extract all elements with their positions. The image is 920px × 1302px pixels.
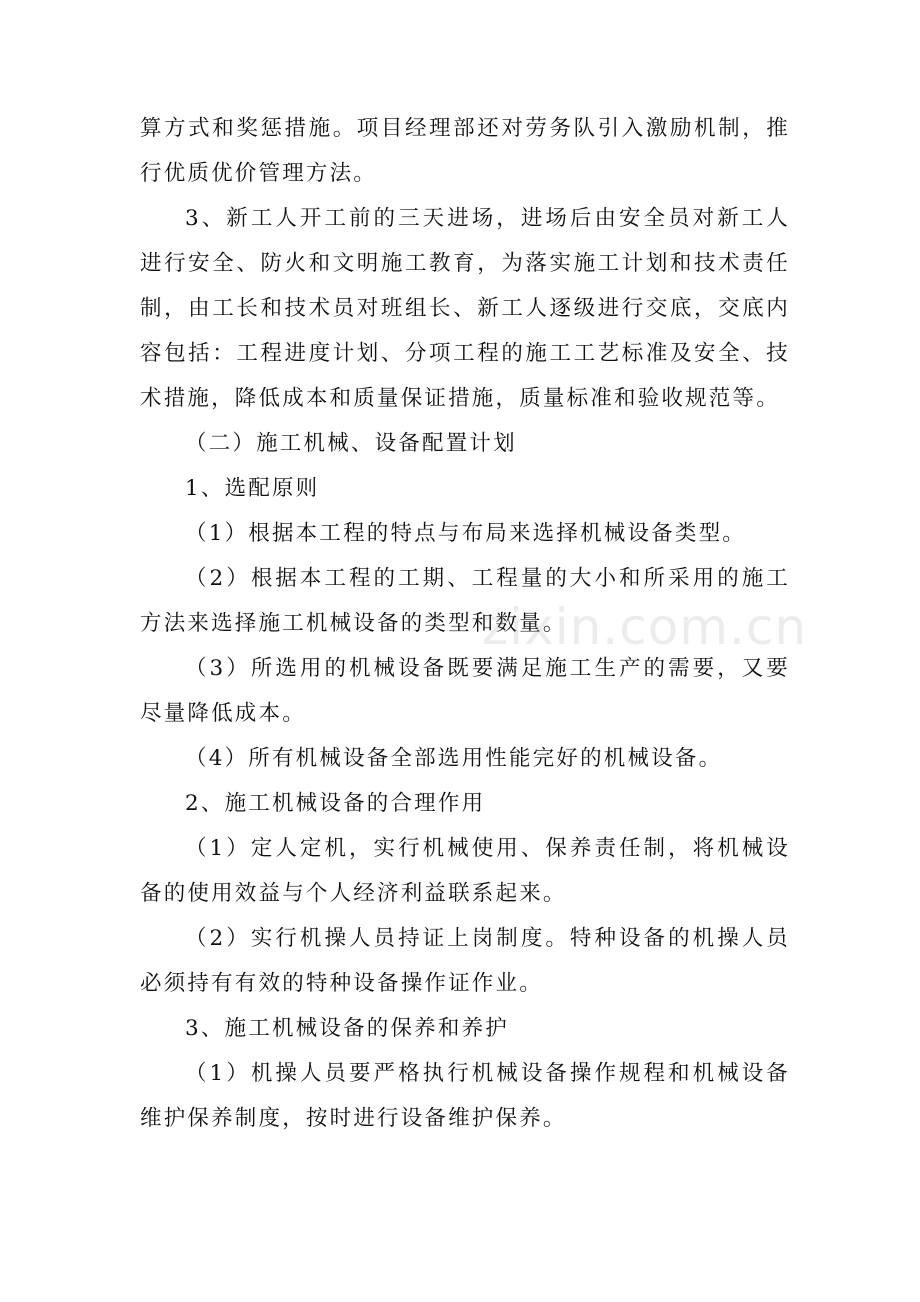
document-body <box>140 106 790 1141</box>
subheading-selection-principle: 1、选配原则 <box>185 476 320 501</box>
paragraph-continuation: 算方式和奖惩措施。项目经理部还对劳务队引入激励机制，推行优质优价管理方法。 <box>140 116 790 186</box>
list-item-maintenance-1: （1）机操人员要严格执行机械设备操作规程和机械设备维护保养制度，按时进行设备维护保养。 <box>140 1061 790 1131</box>
paragraph-new-worker-training: 3、新工人开工前的三天进场，进场后由安全员对新工人进行安全、防火和文明施工教育，为落实施工计划和技术责任制，由工长和技术员对班组长、新工人逐级进行交底，交底内容包括：工程进度计划、分项工程的施工工艺标准及安全、技术措施，降低成本和质量保证措施，质量标准和验收规范等。 <box>140 206 790 411</box>
list-item-use-2: （2）实行机操人员持证上岗制度。特种设备的机操人员必须持有有效的特种设备操作证作业。 <box>140 926 790 996</box>
subheading-rational-use: 2、施工机械设备的合理作用 <box>185 791 486 816</box>
list-item-use-1: （1）定人定机，实行机械使用、保养责任制，将机械设备的使用效益与个人经济利益联系起来。 <box>140 836 790 906</box>
list-item-selection-1: （1）根据本工程的特点与布局来选择机械设备类型。 <box>185 521 746 546</box>
list-item-selection-2: （2）根据本工程的工期、工程量的大小和所采用的施工方法来选择施工机械设备的类型和数量。 <box>140 566 790 636</box>
section-heading-machinery-plan: （二）施工机械、设备配置计划 <box>185 431 517 456</box>
subheading-maintenance: 3、施工机械设备的保养和养护 <box>185 1016 509 1041</box>
watermark: zixin.com.cn <box>482 598 808 656</box>
list-item-selection-4: （4）所有机械设备全部选用性能完好的机械设备。 <box>185 746 723 771</box>
list-item-selection-3: （3）所选用的机械设备既要满足施工生产的需要，又要尽量降低成本。 <box>140 656 790 726</box>
